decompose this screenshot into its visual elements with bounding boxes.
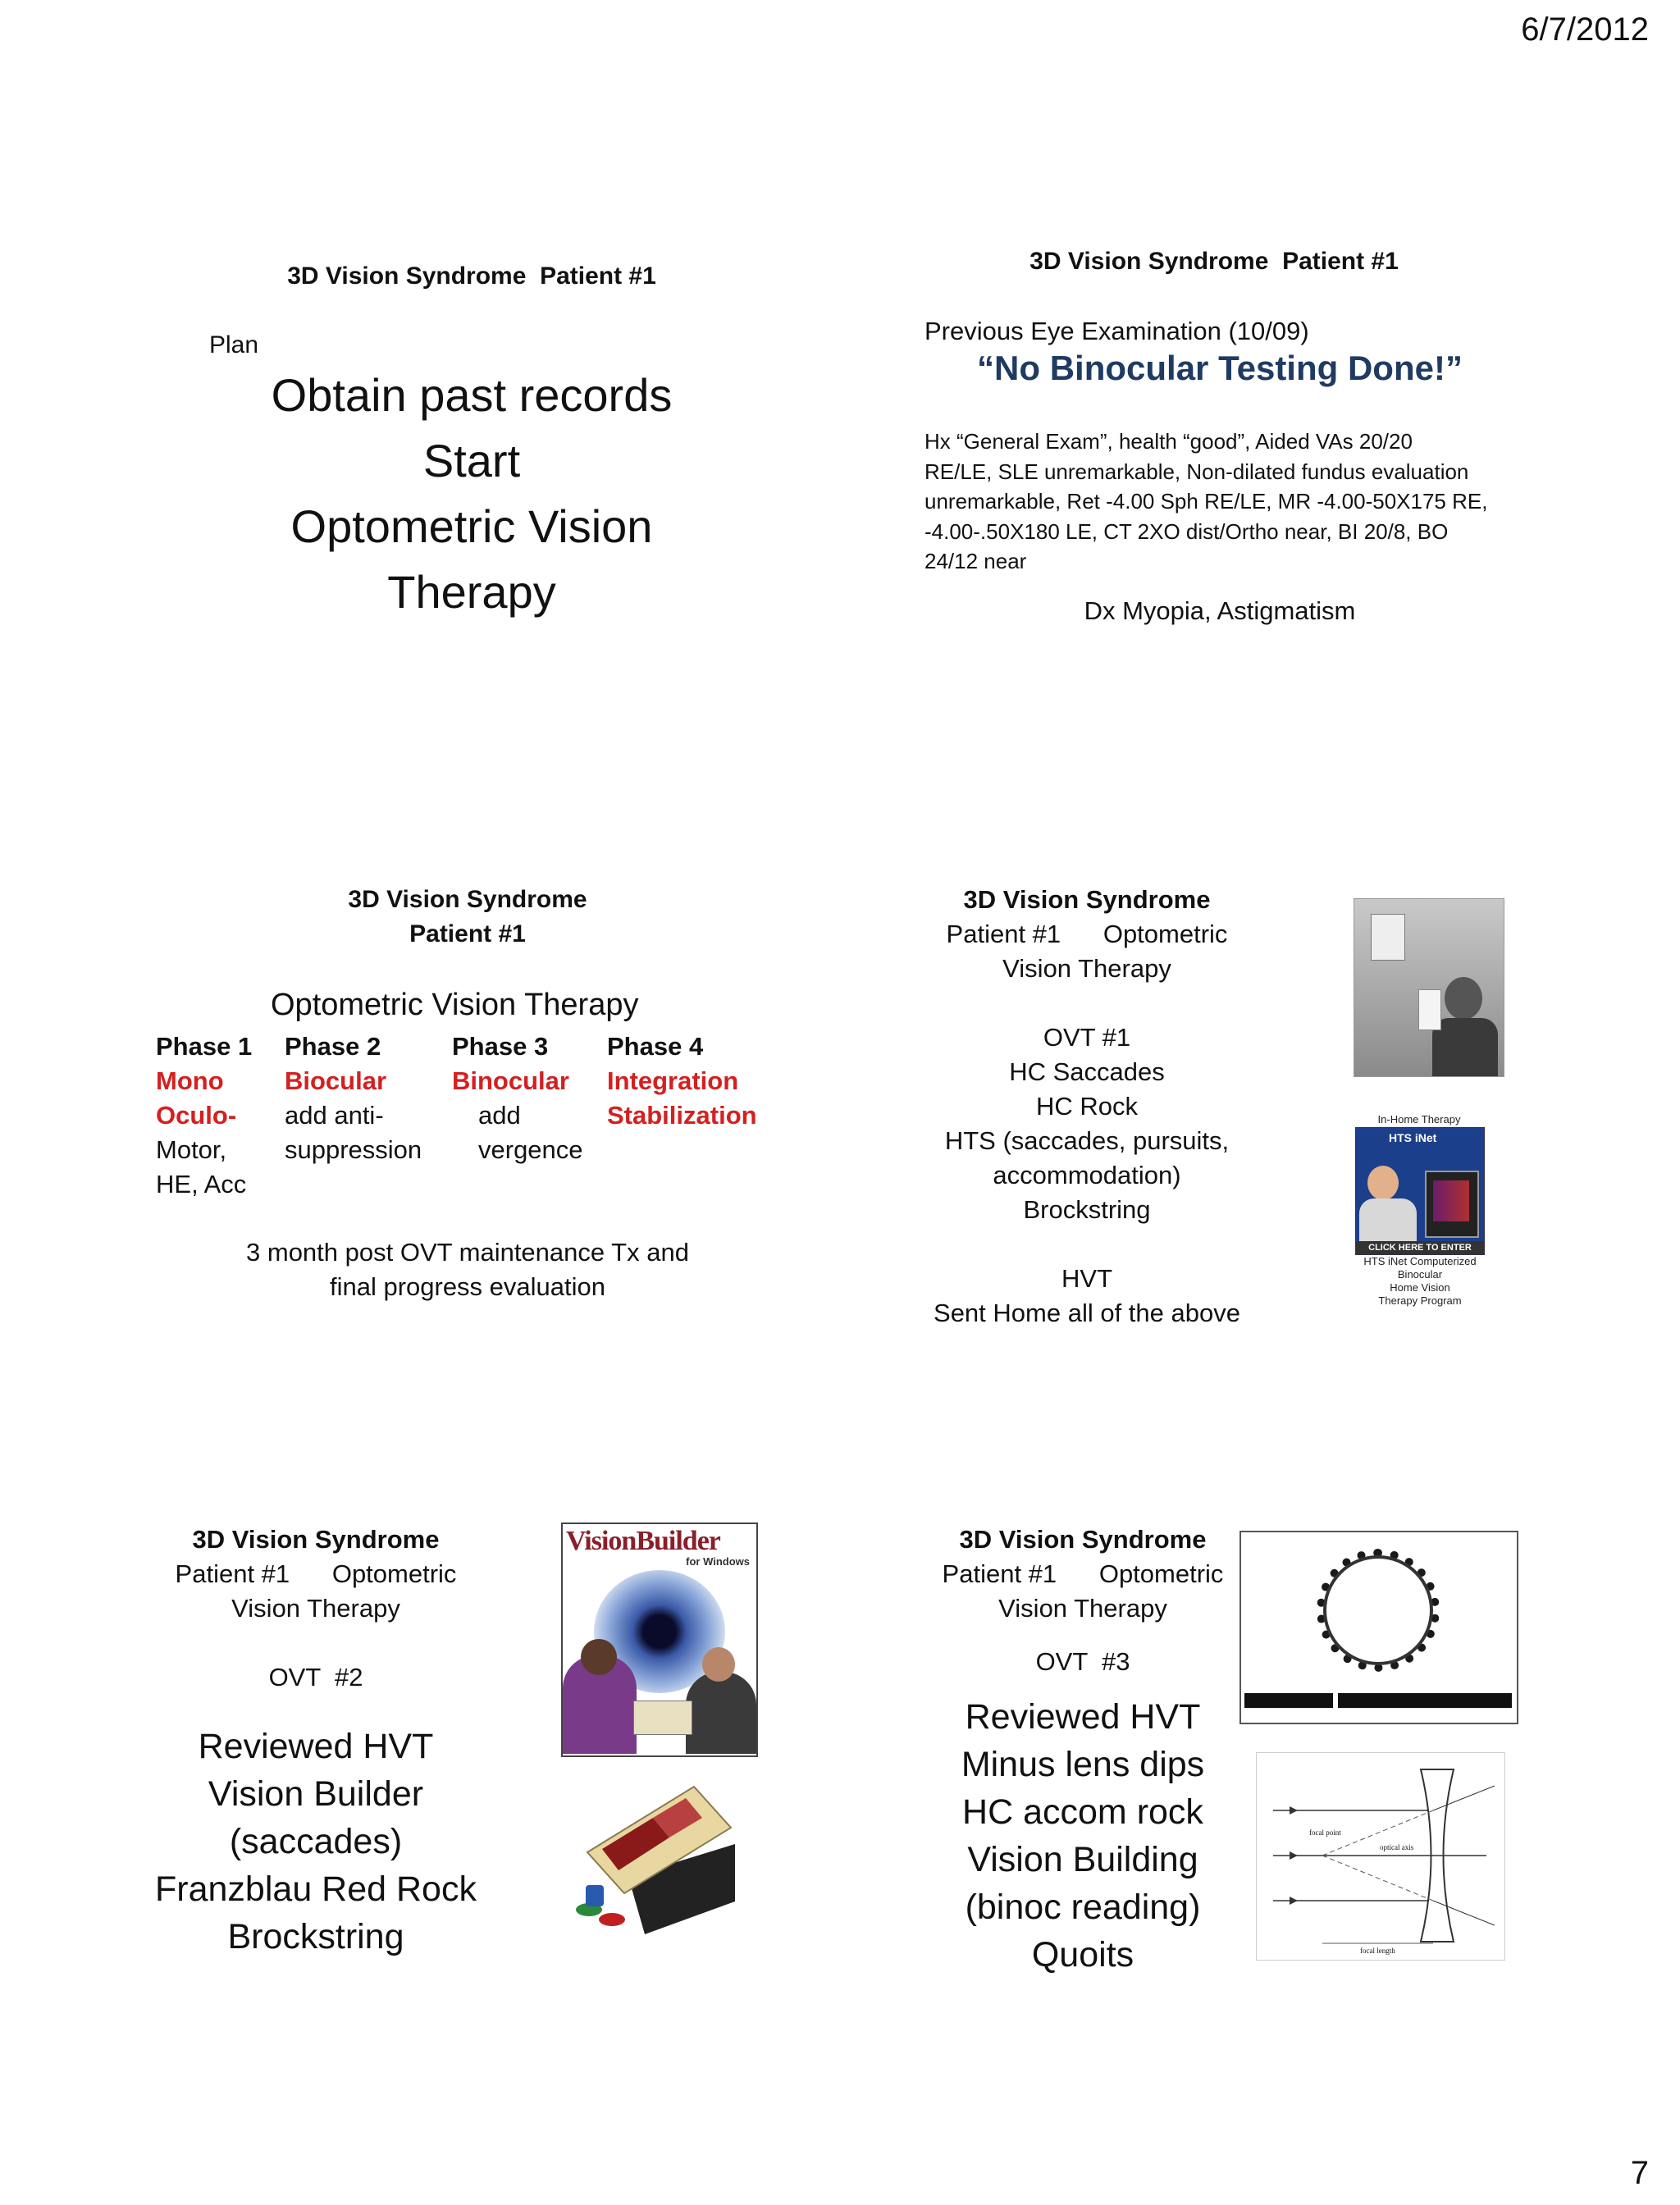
slide5-line: Franzblau Red Rock [155,1869,477,1909]
slide2-history [924,427,1548,577]
slide5-title: 3D Vision Syndrome [192,1525,440,1554]
hts-caption [1344,1255,1496,1308]
phase-red-line: Stabilization [607,1101,757,1130]
phase-heading: Phase 1 [156,1032,253,1061]
focal-point-label: focal point [1309,1828,1341,1837]
vb-subtitle: for Windows [686,1555,750,1568]
phase-red-line: Oculo- [156,1101,237,1130]
slide4-hvt: HVT [1061,1264,1112,1293]
page-date: 6/7/2012 [1521,11,1649,48]
wall-chart [1371,914,1405,961]
hts-child-body [1359,1198,1417,1241]
slide6-title: 3D Vision Syndrome [959,1525,1207,1554]
slide6-line: Minus lens dips [961,1745,1205,1784]
phase-heading: Phase 3 [452,1032,549,1061]
phase-line: vergence [478,1135,583,1164]
slide2-diagnosis: Dx Myopia, Astigmatism [1084,596,1356,625]
slide4-item: HC Saccades [1009,1057,1165,1086]
slide4-title: 3D Vision Syndrome [963,885,1211,914]
minus-lens-diagram [1256,1752,1505,1961]
boy-body [1432,1018,1498,1077]
slide3-title-line: Patient #1 [409,920,526,947]
arrowhead [1290,1851,1298,1860]
phase-heading: Phase 2 [285,1032,381,1061]
hts-caption-line: HTS iNet Computerized [1363,1255,1477,1267]
hts-banner: In-Home Therapy [1377,1113,1461,1125]
hts-inet-screen [1355,1127,1485,1255]
slide4-item: OVT #1 [1043,1023,1131,1052]
slide4-text [911,883,1263,1331]
phase-4 [607,1029,757,1133]
man-figure [686,1672,756,1754]
slide6-line: Quoits [1031,1935,1134,1974]
slide4-item: accommodation) [993,1161,1181,1189]
slide2-hx-line: unremarkable, Ret -4.00 Sph RE/LE, MR -4.00-50X175 RE, [924,489,1488,514]
slide5-line: (saccades) [229,1822,403,1861]
slide3-subtitle: Optometric Vision Therapy [271,988,639,1022]
slide6-line: (binoc reading) [965,1888,1201,1927]
hts-caption-line: Home Vision [1390,1281,1450,1294]
quoits-rope-ring-photo [1239,1531,1518,1724]
slide6-line: HC accom rock [962,1792,1203,1832]
slide6-subtitle: Vision Therapy [998,1594,1167,1623]
phase-3 [452,1029,583,1167]
slide5-subtitle: Vision Therapy [231,1594,400,1623]
phase-line: suppression [285,1135,422,1164]
slide6-line: Vision Building [967,1840,1198,1879]
slide5-lines [131,1723,500,1961]
minus-lens-svg [1257,1753,1504,1960]
slide4-item: HC Rock [1035,1092,1138,1121]
slide4-item: Brockstring [1023,1195,1151,1224]
slide2-hx-line: RE/LE, SLE unremarkable, Non-dilated fundus evaluation [924,459,1469,484]
card-strip-left [1244,1693,1333,1708]
slide6-subtitle: Patient #1 Optometric [942,1559,1224,1588]
phase-red-line: Mono [156,1066,224,1095]
virtual-ray [1322,1856,1433,1901]
maintenance-line: 3 month post OVT maintenance Tx and [246,1238,689,1267]
slide5-ovt: OVT #2 [268,1663,363,1691]
rock-cup [586,1885,604,1906]
slide5-subtitle: Patient #1 Optometric [175,1559,457,1588]
phase-line: HE, Acc [156,1170,247,1198]
slide1-plan-lines [197,363,746,625]
slide3-title [221,883,714,952]
slide6-text [911,1522,1255,1626]
vb-logo: VisionBuilder [566,1526,720,1556]
franzblau-red-rock-image [571,1778,745,1942]
phase-red-line: Integration [607,1066,739,1095]
slide6-ovt: OVT #3 [1035,1647,1130,1676]
boy-reading-photo [1354,898,1504,1077]
vision-builder-box [561,1522,758,1757]
slide2-previous-exam: Previous Eye Examination (10/09) [924,317,1309,345]
rope-ring-inner [1323,1555,1433,1665]
phase-line: add anti- [285,1101,384,1130]
card-strip-right [1338,1693,1512,1708]
phase-line: Motor, [156,1135,227,1164]
slide4-subtitle: Patient #1 Optometric [946,920,1228,948]
slide1-plan-label: Plan [209,331,259,358]
slide4-sent-home: Sent Home all of the above [934,1299,1240,1327]
slide5-text [144,1522,488,1695]
reading-card [1418,989,1441,1030]
slide4-subtitle: Vision Therapy [1002,954,1171,983]
book [633,1701,692,1735]
slide5-line: Vision Builder [208,1774,424,1814]
phase-red-line: Biocular [285,1066,387,1095]
slide2-title: 3D Vision Syndrome Patient #1 [1029,248,1399,275]
slide3-title-line: 3D Vision Syndrome [348,886,587,913]
diverging-ray [1433,1786,1495,1810]
hts-monitor [1425,1171,1479,1238]
slide1-line: Obtain past records [271,369,673,421]
phase-line: add [478,1101,521,1130]
boy-head [1445,977,1482,1020]
slide5-line: Reviewed HVT [198,1727,434,1766]
slide6-line: Reviewed HVT [965,1697,1201,1737]
focal-length-label: focal length [1360,1947,1395,1955]
slide1-title: 3D Vision Syndrome Patient #1 [287,262,656,290]
phase-red-line: Binocular [452,1066,569,1095]
slide4-item: HTS (saccades, pursuits, [944,1126,1230,1155]
slide1-line: Optometric Vision [290,500,653,552]
slide2-hx-line: Hx “General Exam”, health “good”, Aided VAs 20/20 [924,429,1413,454]
maintenance-line: final progress evaluation [329,1272,606,1301]
slide2-hx-line: 24/12 near [924,549,1027,573]
slide2-quote: “No Binocular Testing Done!” [977,349,1463,387]
hts-caption-line: Binocular [1397,1268,1443,1281]
arrowhead [1290,1806,1298,1815]
hts-caption-line: Therapy Program [1378,1294,1462,1307]
arrowhead [1290,1897,1298,1905]
slide5-line: Brockstring [227,1917,404,1956]
slide1-line: Start [422,435,521,486]
girl-head [581,1639,617,1675]
hts-logo: HTS iNet [1389,1131,1437,1144]
hts-monitor-display [1433,1180,1469,1221]
optical-axis-label: optical axis [1380,1843,1414,1851]
slide6-lines [911,1693,1255,1979]
slide2-hx-line: -4.00-.50X180 LE, CT 2XO dist/Ortho near, BI 20/8, BO [924,518,1449,544]
page-number: 7 [1630,2155,1649,2191]
rock-red-lens [599,1913,625,1926]
phase-heading: Phase 4 [607,1032,704,1061]
diverging-ray [1433,1901,1495,1925]
phase-1 [156,1029,252,1202]
man-head [702,1647,735,1682]
slide1-line: Therapy [387,566,556,618]
hts-child-head [1367,1166,1399,1200]
phase-2 [285,1029,422,1167]
hts-click-button[interactable]: CLICK HERE TO ENTER [1356,1241,1484,1254]
slide3-maintenance [189,1235,746,1304]
